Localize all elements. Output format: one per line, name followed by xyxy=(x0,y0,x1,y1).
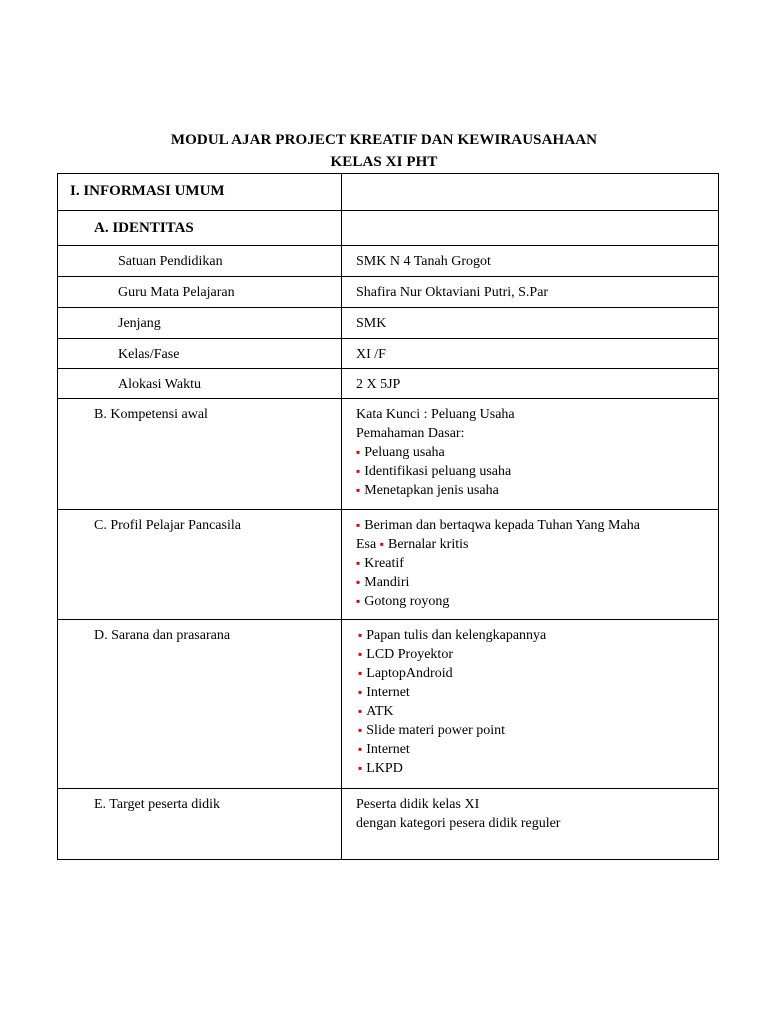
table-row xyxy=(58,277,719,308)
row-value: SMK N 4 Tanah Grogot xyxy=(342,246,719,277)
list-item: ▪ Gotong royong xyxy=(356,594,450,609)
bullet-icon: ▪ xyxy=(356,575,361,589)
row-value: 2 X 5JP xyxy=(342,369,719,399)
section-row xyxy=(58,174,719,211)
row-value: Shafira Nur Oktaviani Putri, S.Par xyxy=(342,277,719,308)
bullet-icon: ▪ xyxy=(358,723,363,737)
subsection-row xyxy=(58,211,719,246)
bullet-icon: ▪ xyxy=(358,742,363,756)
bullet-icon: ▪ xyxy=(356,445,361,459)
row-label: B. Kompetensi awal xyxy=(58,399,342,510)
row-label: Alokasi Waktu xyxy=(58,369,342,399)
kompetensi-list xyxy=(356,443,718,500)
table-row xyxy=(58,246,719,277)
profil-list xyxy=(356,554,718,611)
list-item: ▪ Identifikasi peluang usaha xyxy=(356,464,512,479)
bullet-icon: ▪ xyxy=(358,761,363,775)
list-item: Esa ▪ Bernalar kritis xyxy=(356,537,469,552)
list-item: ▪ Papan tulis dan kelengkapannya xyxy=(358,628,547,643)
keyword-line: Kata Kunci : Peluang Usaha xyxy=(356,407,515,422)
row-label: Satuan Pendidikan xyxy=(58,246,342,277)
list-item: ▪ Mandiri xyxy=(356,575,410,590)
bullet-icon: ▪ xyxy=(356,464,361,478)
row-label: Guru Mata Pelajaran xyxy=(58,277,342,308)
list-item: ▪ LCD Proyektor xyxy=(358,647,453,662)
table-row xyxy=(58,510,719,620)
document-subtitle: KELAS XI PHT xyxy=(330,154,438,170)
target-line: Peserta didik kelas XI xyxy=(356,797,480,812)
bullet-icon: ▪ xyxy=(356,518,361,532)
list-item: ▪ Kreatif xyxy=(356,556,404,571)
row-label: Jenjang xyxy=(58,308,342,339)
basic-understanding-line: Pemahaman Dasar: xyxy=(356,426,465,441)
bullet-icon: ▪ xyxy=(358,628,363,642)
sarana-list xyxy=(358,626,718,778)
row-value: XI /F xyxy=(342,339,719,369)
bullet-icon: ▪ xyxy=(356,594,361,608)
list-item: ▪ Menetapkan jenis usaha xyxy=(356,483,499,498)
bullet-icon: ▪ xyxy=(379,537,384,551)
list-item: ▪ ATK xyxy=(358,704,394,719)
section-heading: I. INFORMASI UMUM xyxy=(58,174,342,211)
list-item: ▪ LaptopAndroid xyxy=(358,666,453,681)
info-table xyxy=(57,173,719,860)
bullet-icon: ▪ xyxy=(358,685,363,699)
target-line: dengan kategori pesera didik reguler xyxy=(356,816,561,831)
row-label: D. Sarana dan prasarana xyxy=(58,620,342,789)
bullet-icon: ▪ xyxy=(358,666,363,680)
list-item: ▪ LKPD xyxy=(358,761,403,776)
subsection-heading: A. IDENTITAS xyxy=(58,211,342,246)
kompetensi-content xyxy=(342,399,719,510)
list-item: ▪ Internet xyxy=(358,685,410,700)
row-label: E. Target peserta didik xyxy=(58,789,342,860)
table-row xyxy=(58,369,719,399)
bullet-icon: ▪ xyxy=(356,483,361,497)
row-value: SMK xyxy=(342,308,719,339)
table-row xyxy=(58,620,719,789)
list-item: ▪ Peluang usaha xyxy=(356,445,445,460)
document-title: MODUL AJAR PROJECT KREATIF DAN KEWIRAUSAHAAN xyxy=(170,132,598,148)
empty-cell xyxy=(342,211,719,246)
bullet-icon: ▪ xyxy=(356,556,361,570)
list-item: ▪ Slide materi power point xyxy=(358,723,506,738)
row-label: C. Profil Pelajar Pancasila xyxy=(58,510,342,620)
bullet-icon: ▪ xyxy=(358,704,363,718)
target-content xyxy=(342,789,719,860)
table-row xyxy=(58,308,719,339)
row-label: Kelas/Fase xyxy=(58,339,342,369)
table-row xyxy=(58,399,719,510)
empty-cell xyxy=(342,174,719,211)
table-row xyxy=(58,339,719,369)
bullet-icon: ▪ xyxy=(358,647,363,661)
list-item: ▪ Beriman dan bertaqwa kepada Tuhan Yang Maha xyxy=(356,518,640,533)
table-row xyxy=(58,789,719,860)
profil-content xyxy=(342,510,719,620)
sarana-content xyxy=(342,620,719,789)
list-item: ▪ Internet xyxy=(358,742,410,757)
